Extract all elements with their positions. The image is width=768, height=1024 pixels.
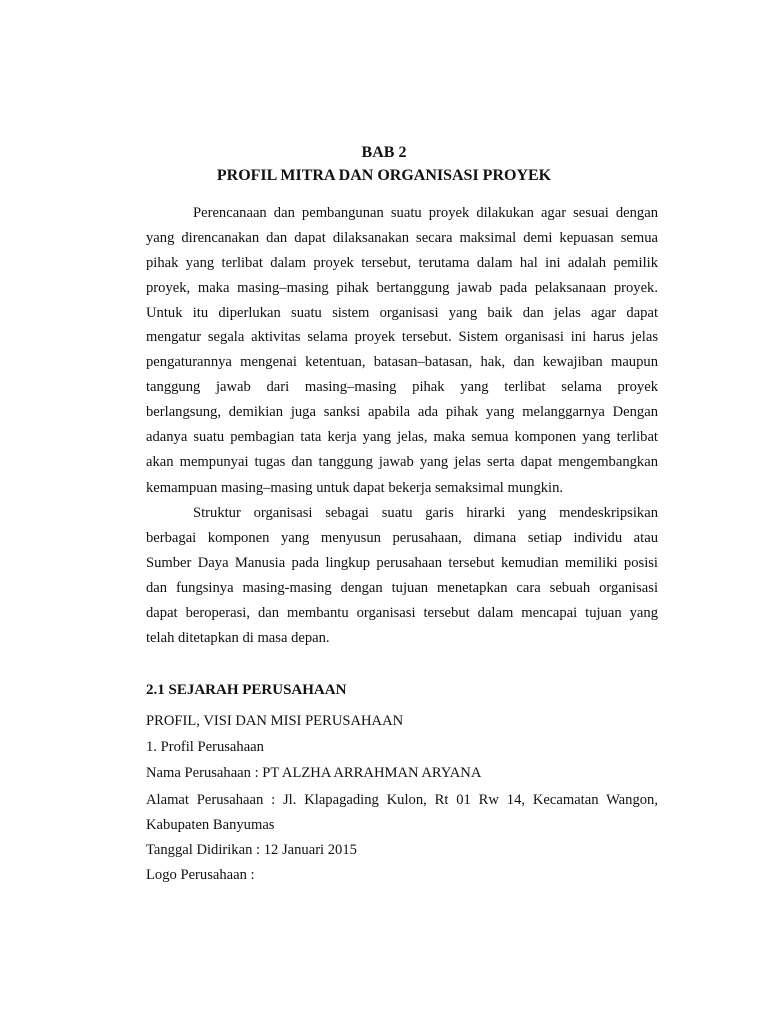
chapter-number: BAB 2 [361,144,407,161]
paragraph-line: Struktur organisasi sebagai suatu garis hirarki yang mendeskripsikan [193,505,658,521]
chapter-title: PROFIL MITRA DAN ORGANISASI PROYEK [216,167,552,184]
paragraph-line: dan fungsinya masing-masing dengan tujuan menetapkan cara sebuah organisasi [146,580,658,596]
profile-heading: 1. Profil Perusahaan [146,739,264,755]
paragraph-line: adanya suatu pembagian tata kerja yang jelas, maka semua komponen yang terlibat [146,429,658,445]
paragraph-line: Sumber Daya Manusia pada lingkup perusahaan tersebut kemudian memiliki posisi [146,555,658,571]
company-address: Alamat Perusahaan : Jl. Klapagading Kulon, Rt 01 Rw 14, Kecamatan Wangon, [146,792,658,808]
paragraph-line: mengatur segala aktivitas selama proyek tersebut. Sistem organisasi ini harus jelas [146,329,658,345]
paragraph-line: proyek, maka masing–masing pihak bertanggung jawab pada pelaksanaan proyek. [146,280,658,296]
paragraph-line: berlangsung, demikian juga sanksi apabila ada pihak yang melanggarnya Dengan [146,404,658,420]
paragraph-line: pengaturannya mengenai ketentuan, batasan–batasan, hak, dan kewajiban maupun [146,354,658,370]
paragraph-line: pihak yang terlibat dalam proyek tersebut, terutama dalam hal ini adalah pemilik [146,255,658,271]
company-address-continued: Kabupaten Banyumas [146,817,275,833]
founded-date: Tanggal Didirikan : 12 Januari 2015 [146,842,357,858]
paragraph-line: kemampuan masing–masing untuk dapat bekerja semaksimal mungkin. [146,480,564,496]
section-title: 2.1 SEJARAH PERUSAHAAN [146,682,347,698]
logo-label: Logo Perusahaan : [146,867,255,883]
paragraph-line: dapat beroperasi, dan membantu organisasi tersebut dalam mencapai tujuan yang [146,605,658,621]
paragraph-line: tanggung jawab dari masing–masing pihak yang terlibat selama proyek [146,379,658,395]
paragraph-line: akan mempunyai tugas dan tanggung jawab yang jelas serta dapat mengembangkan [146,454,658,470]
paragraph-line: telah ditetapkan di masa depan. [146,630,330,646]
paragraph-line: Untuk itu diperlukan suatu sistem organisasi yang baik dan jelas agar dapat [146,305,658,321]
paragraph-line: Perencanaan dan pembangunan suatu proyek dilakukan agar sesuai dengan [193,205,658,221]
paragraph-line: yang direncanakan dan dapat dilaksanakan secara maksimal demi kepuasan semua [146,230,658,246]
company-name: Nama Perusahaan : PT ALZHA ARRAHMAN ARYANA [146,765,482,781]
section-subtitle: PROFIL, VISI DAN MISI PERUSAHAAN [146,713,404,729]
paragraph-line: berbagai komponen yang menyusun perusahaan, dimana setiap individu atau [146,530,658,546]
